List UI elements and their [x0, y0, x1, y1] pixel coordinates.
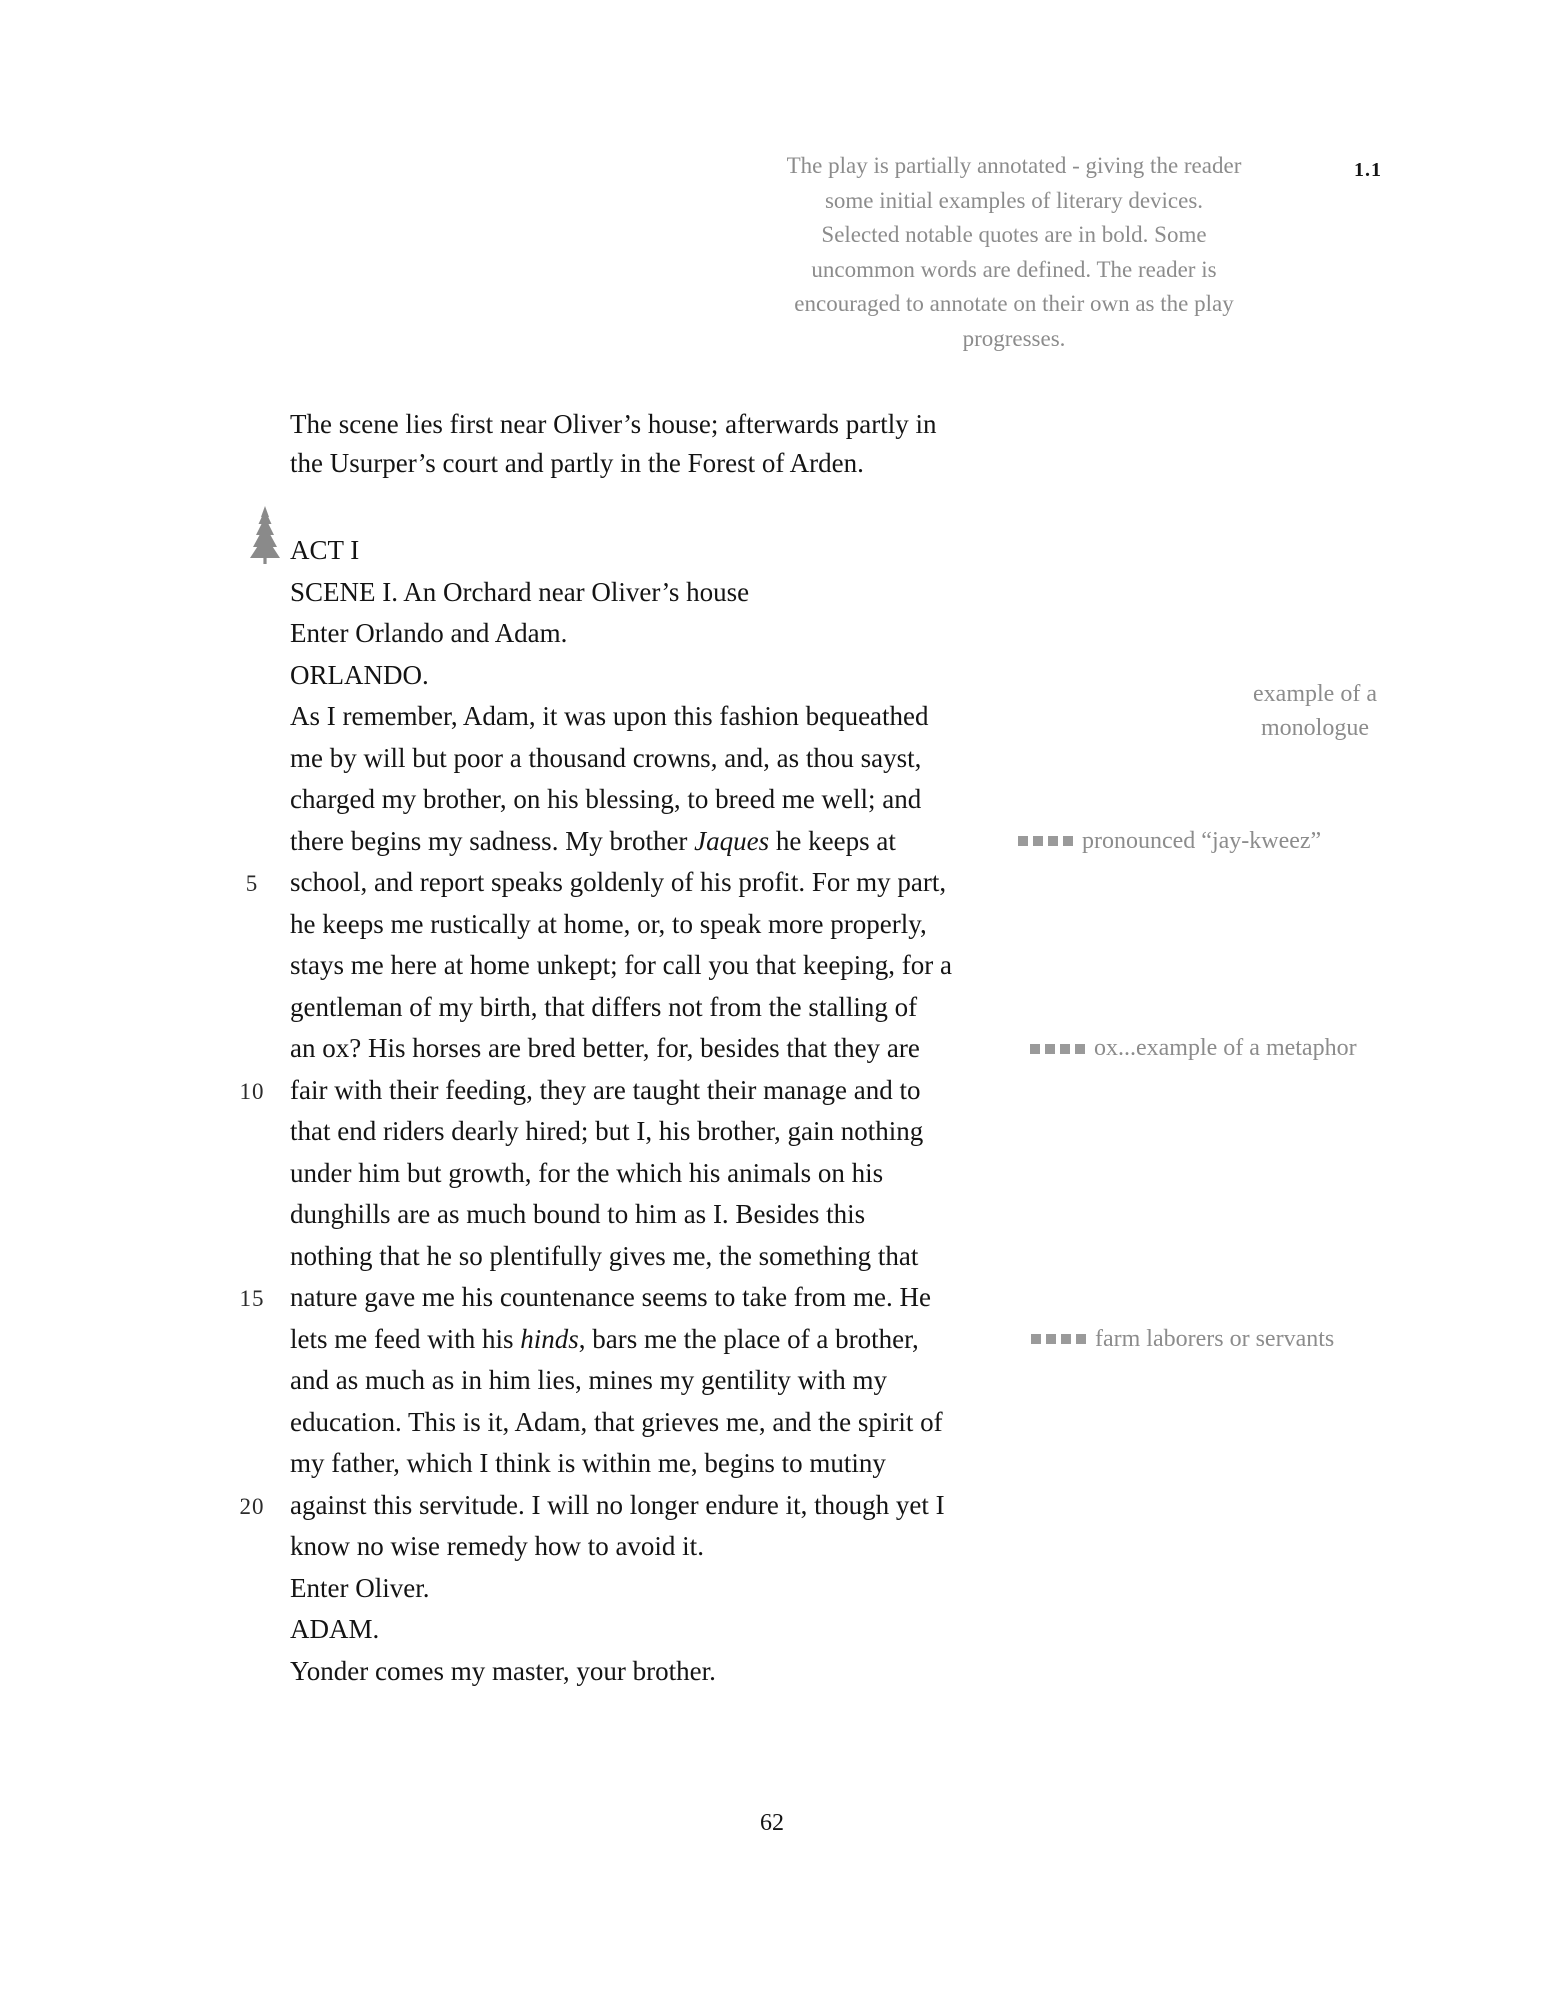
- speech-line: Yonder comes my master, your brother.: [290, 1655, 716, 1686]
- speech-line: gentleman of my birth, that differs not from the stalling of: [290, 991, 918, 1022]
- speech-line: 20 against this servitude. I will no longer endure it, though yet I: [290, 1485, 1120, 1527]
- speech-line: nothing that he so plentifully gives me, the something that: [290, 1240, 919, 1271]
- intro-note-line: Selected notable quotes are in bold. Some: [821, 222, 1207, 247]
- margin-note-text: farm laborers or servants: [1095, 1325, 1335, 1352]
- scene-setting: [290, 405, 937, 483]
- speech-line: that end riders dearly hired; but I, his brother, gain nothing: [290, 1116, 924, 1146]
- line-number: 5: [245, 871, 259, 896]
- speech-line: know no wise remedy how to avoid it.: [290, 1531, 704, 1561]
- line-number: 20: [239, 1493, 265, 1519]
- margin-note-metaphor: [1030, 1028, 1357, 1070]
- line-number: 10: [239, 1078, 265, 1104]
- act-heading: ACT I: [290, 535, 360, 565]
- leader-squares-icon: [1030, 1044, 1085, 1054]
- speech-line: 15 nature gave me his countenance seems to take from me. He: [290, 1277, 1120, 1319]
- speech-line: lets me feed with his hinds, bars me the place of a brother,: [290, 1323, 919, 1354]
- scene-heading: SCENE I. An Orchard near Oliver’s house: [290, 576, 750, 607]
- speech-line: and as much as in him lies, mines my gentility with my: [290, 1365, 887, 1395]
- intro-note-line: progresses.: [962, 325, 1066, 351]
- margin-note-text: pronounced “jay-kweez”: [1082, 827, 1322, 854]
- margin-note-text: monologue: [1261, 714, 1369, 741]
- speech-line: dunghills are as much bound to him as I. Besides this: [290, 1199, 866, 1229]
- margin-note-pronunciation: [1018, 821, 1321, 863]
- speaker-orlando: ORLANDO.: [290, 659, 429, 690]
- margin-note-text: example of a: [1253, 681, 1377, 707]
- speaker-adam: ADAM.: [290, 1614, 380, 1644]
- margin-note-monologue: [1230, 678, 1400, 745]
- scene-marker: 1.1: [1354, 159, 1382, 181]
- leader-squares-icon: [1031, 1334, 1086, 1344]
- speech-line: 10 fair with their feeding, they are taught their manage and to: [290, 1070, 1120, 1112]
- speech-line: As I remember, Adam, it was upon this fashion bequeathed: [290, 701, 929, 731]
- speech-line: 5 school, and report speaks goldenly of his profit. For my part,: [290, 862, 1120, 904]
- speech-line: he keeps me rustically at home, or, to speak more properly,: [290, 908, 927, 939]
- intro-note-line: some initial examples of literary devices.: [824, 187, 1204, 213]
- stage-direction-enter-orlando: Enter Orlando and Adam.: [290, 618, 568, 648]
- line-number: 15: [239, 1286, 265, 1311]
- speech-line: education. This is it, Adam, that grieves me, and the spirit of: [290, 1406, 943, 1437]
- margin-note-hinds-definition: [1031, 1319, 1334, 1361]
- intro-note: [714, 149, 1314, 356]
- speech-line: stays me here at home unkept; for call you that keeping, for a: [290, 950, 953, 980]
- speech-line: there begins my sadness. My brother Jaques he keeps at: [290, 825, 896, 856]
- page-number: 62: [760, 1810, 784, 1836]
- speech-line: under him but growth, for the which his animals on his: [290, 1157, 884, 1188]
- intro-note-line: uncommon words are defined. The reader is: [811, 256, 1217, 282]
- speech-line: charged my brother, on his blessing, to breed me well; and: [290, 784, 922, 814]
- play-text: [239, 530, 1120, 1692]
- speech-line: an ox? His horses are bred better, for, besides that they are: [290, 1033, 920, 1063]
- pine-tree-icon: [248, 506, 282, 564]
- speech-line: my father, which I think is within me, begins to mutiny: [290, 1448, 886, 1478]
- intro-note-line: The play is partially annotated - giving the reader: [786, 153, 1242, 178]
- margin-note-text: ox...example of a metaphor: [1094, 1035, 1357, 1062]
- intro-note-line: encouraged to annotate on their own as the play: [794, 291, 1234, 316]
- scene-setting-line: The scene lies first near Oliver’s house; afterwards partly in: [290, 409, 937, 439]
- stage-direction-enter-oliver: Enter Oliver.: [290, 1572, 430, 1603]
- speech-line: me by will but poor a thousand crowns, and, as thou sayst,: [290, 742, 922, 773]
- scene-setting-line: the Usurper’s court and partly in the Forest of Arden.: [290, 448, 864, 478]
- leader-squares-icon: [1018, 836, 1073, 846]
